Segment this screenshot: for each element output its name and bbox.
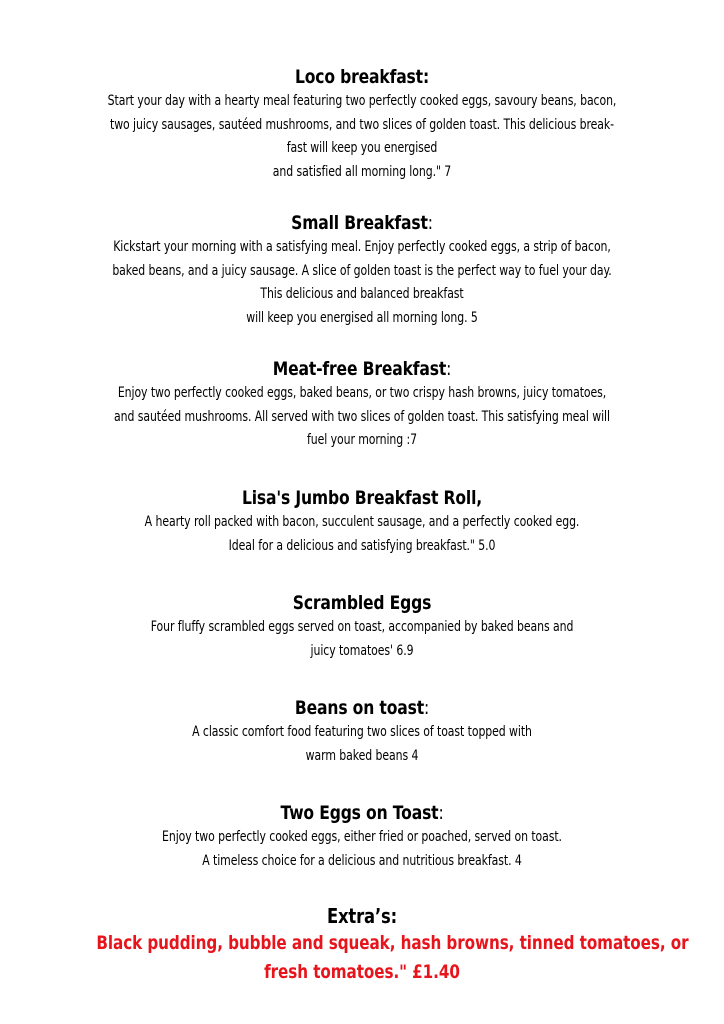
menu-item-loco-breakfast (30, 64, 694, 184)
menu-item-two-eggs-on-toast (30, 800, 694, 873)
menu-item-description-line: A timeless choice for a delicious and nutritious breakfast. 4 (202, 852, 522, 869)
menu-item-description-line: baked beans, and a juicy sausage. A slice of golden toast is the perfect way to fuel your day. (112, 262, 612, 279)
menu-item-title: Small Breakfast: (291, 212, 433, 234)
menu-item-description-line: fast will keep you energised (286, 140, 438, 156)
menu-item-description-line: Four fluffy scrambled eggs served on toast, accompanied by baked beans and (150, 619, 574, 635)
menu-item-description-line: Kickstart your morning with a satisfying meal. Enjoy perfectly cooked eggs, a strip of bacon, (113, 239, 611, 255)
menu-item-description-line: Enjoy two perfectly cooked eggs, baked beans, or two crispy hash browns, juicy tomatoes, (117, 385, 607, 401)
menu-item-description-line: two juicy sausages, sautéed mushrooms, and two slices of golden toast. This delicious break- (109, 116, 614, 133)
menu-item-description-line: Enjoy two perfectly cooked eggs, either fried or poached, served on toast. (162, 829, 562, 845)
menu-extras (30, 903, 694, 987)
menu-item-jumbo-breakfast-roll (30, 485, 694, 558)
extras-line: fresh tomatoes." £1.40 (264, 961, 460, 983)
menu-item-description-line: fuel your morning :7 (307, 432, 417, 448)
menu-item-title: Scrambled Eggs (292, 592, 432, 614)
menu-item-description-line: A hearty roll packed with bacon, succulent sausage, and a perfectly cooked egg. (144, 514, 580, 530)
menu-item-title: Meat-free Breakfast: (272, 358, 452, 380)
menu-item-scrambled-eggs (30, 590, 694, 663)
menu-item-small-breakfast (30, 210, 694, 330)
menu-item-description-line: will keep you energised all morning long. 5 (246, 309, 478, 326)
menu-item-description-line: juicy tomatoes' 6.9 (310, 642, 414, 659)
extras-title: Extra’s: (326, 904, 398, 928)
menu-item-description-line: A classic comfort food featuring two slices of toast topped with (192, 724, 532, 740)
menu-item-title: Lisa's Jumbo Breakfast Roll, (241, 487, 483, 509)
menu-item-description-line: and sautéed mushrooms. All served with two slices of golden toast. This satisfying meal will (114, 408, 610, 425)
menu-item-meat-free-breakfast (30, 356, 694, 453)
menu-item-title: Beans on toast: (294, 697, 430, 719)
menu-item-description-line: Ideal for a delicious and satisfying breakfast." 5.0 (228, 537, 496, 554)
menu-item-description-line: Start your day with a hearty meal featuring two perfectly cooked eggs, savoury beans, bacon, (107, 93, 617, 109)
menu-item-description-line: and satisfied all morning long." 7 (272, 163, 452, 180)
menu-item-beans-on-toast (30, 695, 694, 768)
extras-line: Black pudding, bubble and squeak, hash browns, tinned tomatoes, or (96, 932, 689, 954)
menu-item-description-line: This delicious and balanced breakfast (260, 286, 464, 302)
menu-item-description-line: warm baked beans 4 (305, 747, 419, 764)
menu-item-title: Loco breakfast: (294, 66, 430, 88)
menu-item-title: Two Eggs on Toast: (280, 802, 444, 824)
